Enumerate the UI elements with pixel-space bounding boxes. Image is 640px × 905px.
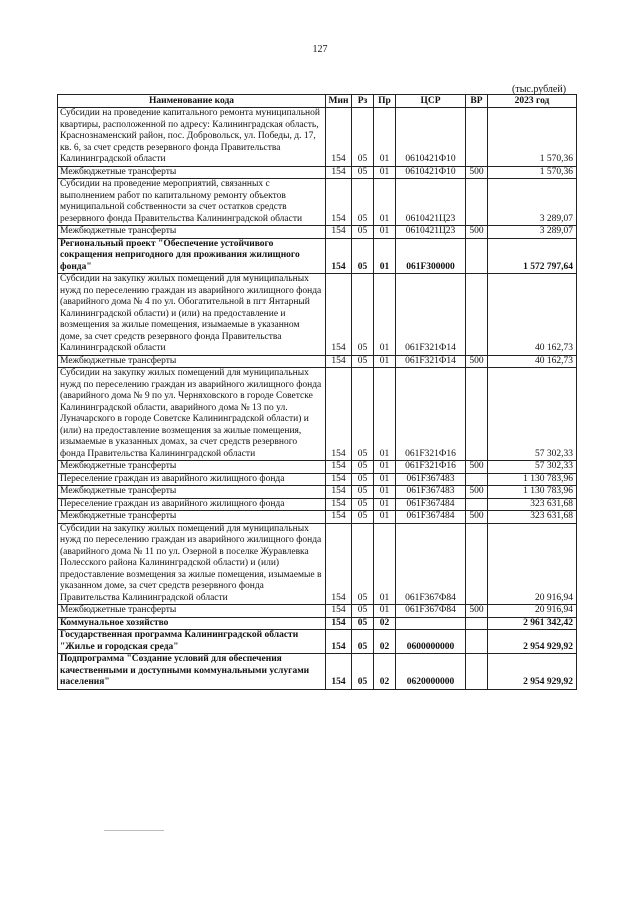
- table-row: [58, 654, 577, 690]
- table-row: [58, 605, 577, 618]
- header-csr: ЦСР: [396, 95, 466, 108]
- cell-amount: 323 631,68: [488, 511, 577, 524]
- cell-name: Субсидии на проведение мероприятий, связанных с выполнением работ по капитальному ремонту объектов муниципальной собственности за счет остатков средств резервного фонда Правительства Калининградской области: [58, 179, 326, 226]
- cell-name: Межбюджетные трансферты: [58, 166, 326, 179]
- cell-rz: 05: [352, 368, 374, 461]
- cell-amount: 2 954 929,92: [488, 654, 577, 690]
- cell-rz: 05: [352, 226, 374, 239]
- table-row: [58, 274, 577, 356]
- cell-vr: [466, 108, 488, 167]
- table-row: [58, 617, 577, 630]
- cell-pr: 01: [374, 461, 396, 474]
- cell-amount: 1 570,36: [488, 108, 577, 167]
- table-row: [58, 179, 577, 226]
- cell-pr: 02: [374, 654, 396, 690]
- cell-vr: 500: [466, 355, 488, 368]
- cell-name: Субсидии на закупку жилых помещений для муниципальных нужд по переселению граждан из аварийного жилищного фонда (аварийного дома № 11 по ул. Озерной в поселке Журавлевка Полесского района Калининградской области) и (или) предоставление возмещения за жилые помещения, изымаемые в указанном доме, за счет средств резервного фонда Правительства Калининградской области: [58, 523, 326, 605]
- cell-pr: 02: [374, 617, 396, 630]
- cell-amount: 57 302,33: [488, 461, 577, 474]
- cell-name: Межбюджетные трансферты: [58, 605, 326, 618]
- cell-rz: 05: [352, 473, 374, 486]
- cell-amount: 1 570,36: [488, 166, 577, 179]
- cell-name: Государственная программа Калининградской области "Жилье и городская среда": [58, 630, 326, 654]
- table-row: [58, 523, 577, 605]
- cell-vr: [466, 274, 488, 356]
- cell-rz: 05: [352, 238, 374, 274]
- table-row: [58, 166, 577, 179]
- cell-csr: 061F367484: [396, 511, 466, 524]
- units-label: (тыс.рублей): [512, 84, 567, 95]
- cell-min: 154: [326, 226, 352, 239]
- cell-csr: 061F367Ф84: [396, 605, 466, 618]
- cell-rz: 05: [352, 605, 374, 618]
- cell-name: Коммунальное хозяйство: [58, 617, 326, 630]
- cell-min: 154: [326, 630, 352, 654]
- table-row: [58, 511, 577, 524]
- cell-name: Субсидии на закупку жилых помещений для муниципальных нужд по переселению граждан из аварийного жилищного фонда (аварийного дома № 4 по ул. Обогатительной в пгт Янтарный Калининградской области) и (или) на предоставление и возмещения за жилые помещения, изымаемые в указанном доме, за счет средств резервного фонда Правительства Калининградской области: [58, 274, 326, 356]
- cell-name: Региональный проект "Обеспечение устойчивого сокращения непригодного для проживания жилищного фонда": [58, 238, 326, 274]
- cell-min: 154: [326, 605, 352, 618]
- cell-vr: 500: [466, 461, 488, 474]
- header-min: Мин: [326, 95, 352, 108]
- cell-csr: [396, 617, 466, 630]
- table-row: [58, 630, 577, 654]
- cell-min: 154: [326, 238, 352, 274]
- table-header-row: [58, 95, 577, 108]
- cell-pr: 01: [374, 368, 396, 461]
- cell-csr: 061F321Ф16: [396, 461, 466, 474]
- cell-vr: 500: [466, 486, 488, 499]
- cell-csr: 061F367483: [396, 473, 466, 486]
- cell-vr: [466, 473, 488, 486]
- cell-vr: 500: [466, 605, 488, 618]
- cell-min: 154: [326, 179, 352, 226]
- cell-pr: 01: [374, 498, 396, 511]
- cell-csr: 061F321Ф16: [396, 368, 466, 461]
- cell-amount: 20 916,94: [488, 523, 577, 605]
- cell-name: Подпрограмма "Создание условий для обеспечения качественными и доступными коммунальными услугами населения": [58, 654, 326, 690]
- cell-rz: 05: [352, 461, 374, 474]
- cell-amount: 1 130 783,96: [488, 486, 577, 499]
- cell-vr: 500: [466, 226, 488, 239]
- cell-min: 154: [326, 274, 352, 356]
- cell-min: 154: [326, 473, 352, 486]
- cell-min: 154: [326, 511, 352, 524]
- cell-pr: 01: [374, 473, 396, 486]
- cell-min: 154: [326, 617, 352, 630]
- cell-csr: 0610421Ф10: [396, 108, 466, 167]
- page-number: 127: [312, 44, 328, 55]
- table-row: [58, 238, 577, 274]
- cell-vr: [466, 238, 488, 274]
- cell-name: Межбюджетные трансферты: [58, 461, 326, 474]
- cell-csr: 061F300000: [396, 238, 466, 274]
- cell-pr: 01: [374, 179, 396, 226]
- cell-amount: 40 162,73: [488, 355, 577, 368]
- cell-vr: [466, 654, 488, 690]
- cell-min: 154: [326, 166, 352, 179]
- cell-vr: [466, 523, 488, 605]
- cell-vr: 500: [466, 511, 488, 524]
- cell-csr: 061F321Ф14: [396, 274, 466, 356]
- table-row: [58, 486, 577, 499]
- budget-table: [57, 94, 577, 690]
- cell-rz: 05: [352, 166, 374, 179]
- table-row: [58, 368, 577, 461]
- table-row: [58, 461, 577, 474]
- cell-csr: 061F367484: [396, 498, 466, 511]
- table-row: [58, 355, 577, 368]
- cell-min: 154: [326, 461, 352, 474]
- table-row: [58, 226, 577, 239]
- table-body: [58, 108, 577, 690]
- cell-name: Межбюджетные трансферты: [58, 226, 326, 239]
- cell-vr: [466, 617, 488, 630]
- cell-name: Межбюджетные трансферты: [58, 511, 326, 524]
- cell-rz: 05: [352, 108, 374, 167]
- cell-name: Переселение граждан из аварийного жилищного фонда: [58, 473, 326, 486]
- cell-amount: 40 162,73: [488, 274, 577, 356]
- cell-vr: [466, 498, 488, 511]
- cell-amount: 3 289,07: [488, 226, 577, 239]
- cell-rz: 05: [352, 630, 374, 654]
- table-row: [58, 108, 577, 167]
- cell-vr: [466, 179, 488, 226]
- header-rz: Рз: [352, 95, 374, 108]
- cell-csr: 061F367Ф84: [396, 523, 466, 605]
- cell-rz: 05: [352, 274, 374, 356]
- cell-name: Межбюджетные трансферты: [58, 486, 326, 499]
- cell-amount: 57 302,33: [488, 368, 577, 461]
- cell-pr: 01: [374, 226, 396, 239]
- cell-rz: 05: [352, 355, 374, 368]
- header-pr: Пр: [374, 95, 396, 108]
- cell-pr: 01: [374, 605, 396, 618]
- cell-amount: 1 130 783,96: [488, 473, 577, 486]
- cell-min: 154: [326, 355, 352, 368]
- table-row: [58, 498, 577, 511]
- cell-rz: 05: [352, 617, 374, 630]
- header-vr: ВР: [466, 95, 488, 108]
- cell-rz: 05: [352, 486, 374, 499]
- header-year: 2023 год: [488, 95, 577, 108]
- cell-amount: 2 954 929,92: [488, 630, 577, 654]
- cell-pr: 01: [374, 355, 396, 368]
- cell-csr: 0610421Ц23: [396, 226, 466, 239]
- cell-name: Переселение граждан из аварийного жилищного фонда: [58, 498, 326, 511]
- cell-vr: [466, 368, 488, 461]
- cell-pr: 01: [374, 523, 396, 605]
- cell-min: 154: [326, 498, 352, 511]
- cell-rz: 05: [352, 179, 374, 226]
- cell-vr: [466, 630, 488, 654]
- cell-name: Межбюджетные трансферты: [58, 355, 326, 368]
- cell-pr: 02: [374, 630, 396, 654]
- cell-min: 154: [326, 368, 352, 461]
- cell-pr: 01: [374, 166, 396, 179]
- cell-rz: 05: [352, 511, 374, 524]
- header-name: Наименование кода: [58, 95, 326, 108]
- cell-amount: 20 916,94: [488, 605, 577, 618]
- cell-pr: 01: [374, 274, 396, 356]
- cell-vr: 500: [466, 166, 488, 179]
- cell-amount: 2 961 342,42: [488, 617, 577, 630]
- table-row: [58, 473, 577, 486]
- cell-csr: 0620000000: [396, 654, 466, 690]
- cell-csr: 061F367483: [396, 486, 466, 499]
- cell-pr: 01: [374, 486, 396, 499]
- cell-csr: 0610421Ф10: [396, 166, 466, 179]
- cell-pr: 01: [374, 238, 396, 274]
- cell-rz: 05: [352, 498, 374, 511]
- cell-rz: 05: [352, 523, 374, 605]
- scan-artifact-line: [104, 830, 164, 831]
- cell-pr: 01: [374, 511, 396, 524]
- cell-csr: 061F321Ф14: [396, 355, 466, 368]
- cell-pr: 01: [374, 108, 396, 167]
- cell-name: Субсидии на проведение капитального ремонта муниципальной квартиры, расположенной по адресу: Калининградская область, Краснознаменский район, пос. Добровольск, ул. Победы, д. 17, кв. 6, за счет средств резервного фонда Правительства Калининградской области: [58, 108, 326, 167]
- cell-min: 154: [326, 654, 352, 690]
- cell-min: 154: [326, 523, 352, 605]
- cell-csr: 0600000000: [396, 630, 466, 654]
- cell-min: 154: [326, 108, 352, 167]
- cell-csr: 0610421Ц23: [396, 179, 466, 226]
- cell-amount: 3 289,07: [488, 179, 577, 226]
- cell-amount: 323 631,68: [488, 498, 577, 511]
- cell-min: 154: [326, 486, 352, 499]
- cell-rz: 05: [352, 654, 374, 690]
- cell-amount: 1 572 797,64: [488, 238, 577, 274]
- cell-name: Субсидии на закупку жилых помещений для муниципальных нужд по переселению граждан из аварийного жилищного фонда (аварийного дома № 9 по ул. Черняховского в городе Советске Калининградской области, аварийного дома № 13 по ул. Луначарского в городе Советске Калининградской области) и (или) на предоставление возмещения за жилые помещения, изымаемые в указанных домах, за счет средств резервного фонда Правительства Калининградской области: [58, 368, 326, 461]
